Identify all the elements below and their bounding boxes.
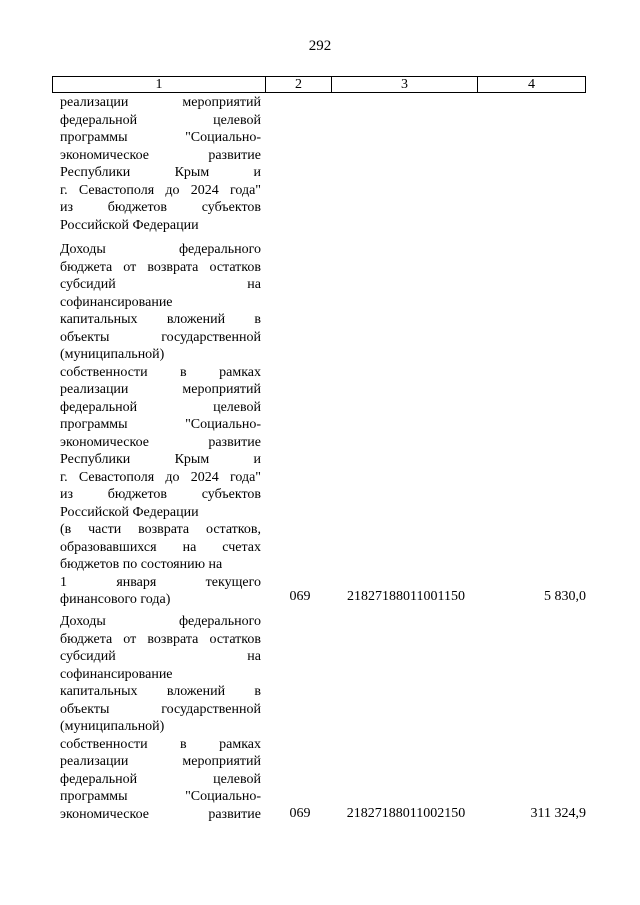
description-line: из бюджетов субъектов	[60, 200, 261, 215]
row-description-2	[60, 613, 261, 823]
description-line: экономическое развитие	[60, 147, 261, 163]
description-line: г. Севастополя до 2024 года"	[60, 182, 261, 198]
row-1-kbk-code: 21827188011001150	[347, 589, 465, 604]
header-col-3: 3	[332, 76, 478, 93]
description-line: г. Севастополя до 2024 года"	[60, 469, 261, 485]
description-line: (в части возврата остатков,	[60, 522, 261, 537]
description-line: собственности в рамках	[60, 364, 261, 380]
row-2-admin-code: 069	[289, 806, 311, 821]
description-line: бюджетов по состоянию на	[60, 557, 223, 572]
row-1-admin-code: 069	[289, 589, 311, 604]
description-line: федеральной целевой	[60, 771, 261, 787]
description-line: федеральной целевой	[60, 399, 261, 415]
description-line: образовавшихся на счетах	[60, 539, 261, 555]
description-line: экономическое развитие	[60, 806, 261, 822]
header-col-2: 2	[266, 76, 332, 93]
description-line: экономическое развитие	[60, 434, 261, 450]
description-line: (муниципальной)	[60, 347, 165, 362]
description-line: (муниципальной)	[60, 719, 165, 734]
description-line: капитальных вложений в	[60, 312, 261, 327]
row-2-amount: 311 324,9	[530, 806, 586, 821]
description-line: софинансирование	[60, 666, 173, 682]
description-line: Доходы федерального	[60, 614, 261, 629]
description-line: бюджета от возврата остатков	[60, 259, 261, 275]
row-description-continued	[60, 94, 261, 234]
description-line: Республики Крым и	[60, 165, 261, 180]
description-line: Республики Крым и	[60, 452, 261, 467]
row-1-amount: 5 830,0	[544, 589, 586, 604]
description-line: собственности в рамках	[60, 736, 261, 752]
description-line: Российской Федерации	[60, 504, 199, 520]
description-line: 1 января текущего	[60, 574, 261, 590]
description-line: объекты государственной	[60, 329, 261, 345]
description-line: программы "Социально-	[60, 789, 261, 804]
header-col-1: 1	[52, 76, 266, 93]
description-line: программы "Социально-	[60, 417, 261, 432]
description-line: капитальных вложений в	[60, 684, 261, 699]
row-description-1	[60, 241, 261, 609]
description-line: бюджета от возврата остатков	[60, 631, 261, 647]
page-number: 292	[308, 38, 332, 54]
description-line: реализации мероприятий	[60, 382, 261, 397]
table-header	[52, 76, 586, 93]
description-line: Доходы федерального	[60, 242, 261, 257]
description-line: субсидий на	[60, 649, 261, 664]
description-line: Российской Федерации	[60, 217, 199, 233]
header-col-4: 4	[478, 76, 586, 93]
description-line: субсидий на	[60, 277, 261, 292]
description-line: реализации мероприятий	[60, 754, 261, 769]
row-2-kbk-code: 21827188011002150	[346, 806, 466, 821]
description-line: программы "Социально-	[60, 130, 261, 145]
description-line: финансового года)	[60, 592, 171, 607]
description-line: реализации мероприятий	[60, 95, 261, 110]
description-line: объекты государственной	[60, 701, 261, 717]
description-line: из бюджетов субъектов	[60, 487, 261, 502]
description-line: софинансирование	[60, 294, 173, 310]
description-line: федеральной целевой	[60, 112, 261, 128]
